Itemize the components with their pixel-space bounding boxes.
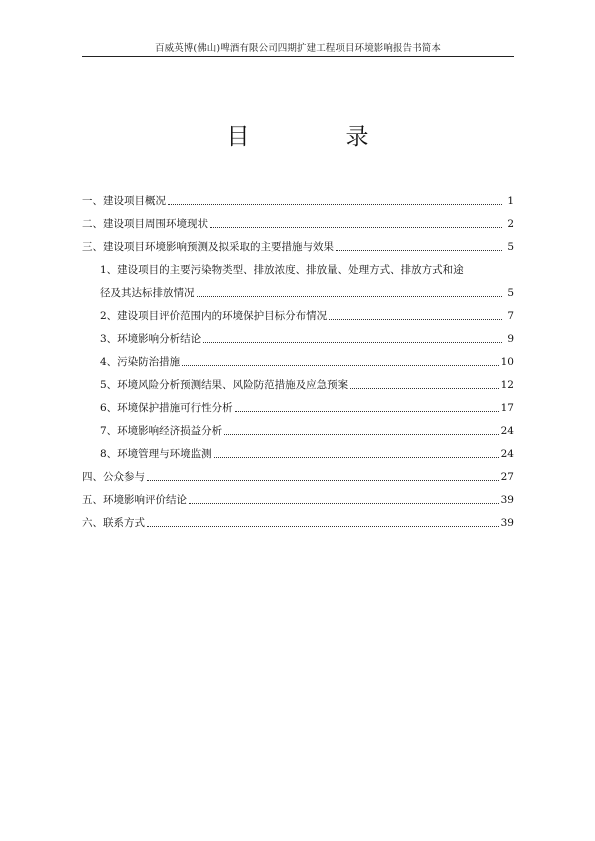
toc-entry[interactable] [82, 328, 514, 346]
toc-entry-page: 24 [500, 448, 514, 460]
dot-leader [147, 480, 499, 481]
dot-leader [182, 365, 498, 366]
toc-entry-label: 4、污染防治措施 [100, 356, 181, 368]
toc-entry[interactable] [82, 282, 514, 300]
toc-entry[interactable] [82, 466, 514, 484]
toc-entry-page: 27 [500, 471, 514, 483]
toc-entry[interactable] [82, 374, 514, 392]
toc-entry-page: 24 [500, 425, 514, 437]
dot-leader [189, 503, 499, 504]
toc-entry-label: 径及其达标排放情况 [100, 287, 195, 299]
toc-entry-label: 六、联系方式 [82, 517, 145, 529]
dot-leader [210, 227, 502, 228]
toc-entry-label: 5、环境风险分析预测结果、风险防范措施及应急预案 [100, 379, 349, 391]
toc-entry[interactable] [82, 305, 514, 323]
toc-entry-page: 1 [507, 195, 514, 207]
toc-entry[interactable] [82, 213, 514, 231]
toc-entry-page: 10 [500, 356, 514, 368]
page-title: 目录 [226, 124, 465, 150]
toc-entry[interactable] [82, 397, 514, 415]
dot-leader [235, 411, 499, 412]
dot-leader [329, 319, 502, 320]
dot-leader [203, 342, 502, 343]
dot-leader [336, 250, 502, 251]
running-header: 百威英博(佛山)啤酒有限公司四期扩建工程项目环境影响报告书简本 [154, 43, 441, 54]
toc-entry-page: 7 [507, 310, 514, 322]
toc-entry-page: 5 [507, 287, 514, 299]
dot-leader [224, 434, 498, 435]
toc-entry-label: 二、建设项目周围环境现状 [82, 218, 208, 230]
toc-entry-label: 8、环境管理与环境监测 [100, 448, 212, 460]
dot-leader [214, 457, 499, 458]
toc-entry[interactable] [82, 351, 514, 369]
toc-entry[interactable] [82, 512, 514, 530]
toc-entry-page: 39 [500, 494, 514, 506]
dot-leader [147, 526, 499, 527]
toc-entry[interactable] [82, 420, 514, 438]
toc-entry-label: 7、环境影响经济损益分析 [100, 425, 223, 437]
toc-entry-label: 3、环境影响分析结论 [100, 333, 202, 345]
toc-entry-page: 17 [500, 402, 514, 414]
toc-entry-label: 四、公众参与 [82, 471, 145, 483]
dot-leader [168, 204, 502, 205]
toc-entry-label: 三、建设项目环境影响预测及拟采取的主要措施与效果 [82, 241, 334, 253]
toc-entry-page: 9 [507, 333, 514, 345]
toc-entry-label-line1[interactable]: 1、建设项目的主要污染物类型、排放浓度、排放量、处理方式、排放方式和途 [100, 264, 464, 276]
header-rule [82, 56, 514, 57]
dot-leader [350, 388, 498, 389]
toc-entry-label: 一、建设项目概况 [82, 195, 166, 207]
toc-entry[interactable] [82, 236, 514, 254]
toc-entry-page: 2 [507, 218, 514, 230]
toc-entry-page: 39 [500, 517, 514, 529]
toc-entry-label: 五、环境影响评价结论 [82, 494, 187, 506]
toc-entry-label: 2、建设项目评价范围内的环境保护目标分布情况 [100, 310, 328, 322]
toc-entry[interactable] [82, 190, 514, 208]
toc-entry[interactable] [82, 443, 514, 461]
toc-entry[interactable] [82, 489, 514, 507]
dot-leader [197, 296, 503, 297]
toc-entry-page: 12 [500, 379, 514, 391]
toc-entry-page: 5 [507, 241, 514, 253]
toc-entry-label: 6、环境保护措施可行性分析 [100, 402, 233, 414]
